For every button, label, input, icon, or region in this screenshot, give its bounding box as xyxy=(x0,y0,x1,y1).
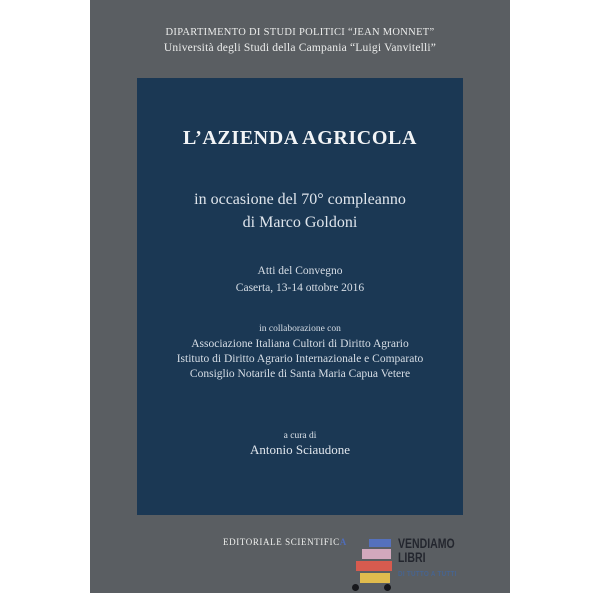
book-spine-red-icon xyxy=(356,561,392,571)
watermark-store-name-line2: LIBRI xyxy=(398,550,426,565)
publisher-imprint xyxy=(223,537,347,547)
conference-info xyxy=(137,263,463,296)
collaboration-intro: in collaborazione con xyxy=(259,324,341,334)
cart-wheel-left-icon xyxy=(352,584,359,591)
university-name: Università degli Studi della Campania “Luigi Vanvitelli” xyxy=(163,42,437,54)
book-spine-pink-icon xyxy=(362,549,391,559)
watermark-tagline: DI TUTTO A TUTTI xyxy=(398,571,457,578)
conference-proceedings: Atti del Convegno xyxy=(257,265,343,277)
editor-info xyxy=(137,430,463,458)
watermark-store-name-line1: VENDIAMO xyxy=(398,536,455,551)
collaboration-org-1: Associazione Italiana Cultori di Diritto Agrario xyxy=(191,338,409,350)
university-header xyxy=(90,25,510,56)
book-subtitle xyxy=(137,188,463,234)
collaboration-info xyxy=(137,322,463,382)
department-name: DIPARTIMENTO DI STUDI POLITICI “JEAN MONNET” xyxy=(165,27,435,38)
editor-name: Antonio Sciaudone xyxy=(249,442,350,457)
conference-place-date: Caserta, 13-14 ottobre 2016 xyxy=(235,281,365,294)
title-panel xyxy=(137,78,463,515)
book-cover xyxy=(90,0,510,593)
book-spine-blue-icon xyxy=(369,539,391,547)
subtitle-line-2: di Marco Goldoni xyxy=(242,214,358,231)
collaboration-org-3: Consiglio Notarile di Santa Maria Capua Vetere xyxy=(189,368,411,380)
book-spine-yellow-icon xyxy=(360,573,390,583)
book-title: L’AZIENDA AGRICOLA xyxy=(182,127,417,149)
collaboration-org-2: Istituto di Diritto Agrario Internazionale e Comparato xyxy=(176,353,424,365)
editor-intro: a cura di xyxy=(283,431,317,441)
cart-wheel-right-icon xyxy=(384,584,391,591)
publisher-imprint-main: EDITORIALE SCIENTIFIC xyxy=(223,537,340,547)
publisher-imprint-accent: A xyxy=(339,537,347,547)
subtitle-line-1: in occasione del 70° compleanno xyxy=(194,191,406,208)
